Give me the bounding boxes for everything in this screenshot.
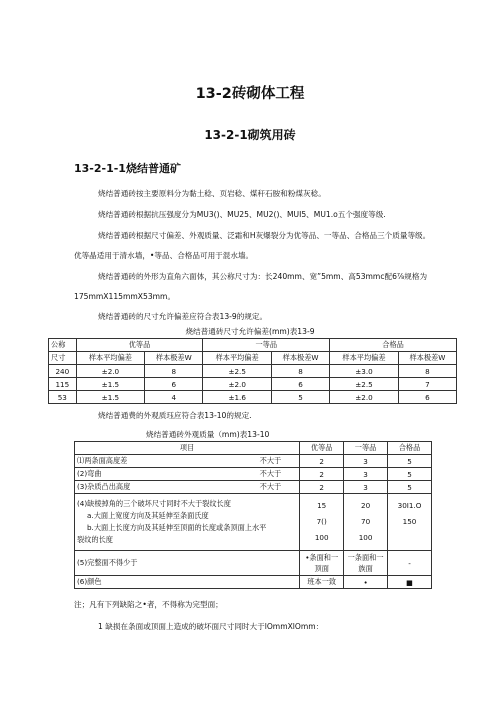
note-intro: 注；凡有下列缺陷之•者，不得称为完型面； [74, 600, 223, 609]
subheader: 样本平均偏差 [203, 352, 272, 365]
table-cell: ±2.0 [330, 391, 399, 404]
table-cell: 6 [145, 378, 203, 391]
table-cell: • [344, 576, 388, 589]
table2-caption: 烧结普通砖外观质量（mm)表13-10 [146, 430, 270, 439]
table-cell: ■ [388, 576, 432, 589]
item-sublabel: a.大面上宽度方向及其延伸至条面氏度 [87, 511, 209, 520]
item-label: (4)缺棱掉角的三个破坏尺寸同时不大于裂纹长度 [77, 499, 231, 508]
table-cell: 6 [271, 378, 329, 391]
note-item-1: 1 缺损在条面或顶面上造成的破坏面尺寸同时大于lOmmXlOmm： [98, 622, 324, 631]
paragraph-quality-grades: 烧结普通砖根据尺寸偏差、外观质量、泛霜和H灰爆裂分为优等品、一等品、合格品三个质量等级。 [98, 231, 431, 240]
section-title: 13-2砖砌体工程 [195, 86, 305, 102]
table-cell: 7 [398, 378, 456, 391]
table-cell: 2 [300, 455, 344, 468]
table-cell: 8 [398, 365, 456, 378]
table-cell: 3 [344, 468, 388, 481]
table-cell: 150 [402, 517, 417, 526]
table-cell: ±3.0 [330, 365, 399, 378]
table-row [49, 378, 457, 391]
paragraph-table-ref: 烧结普通砖的尺寸允许偏差应符合表13-9的规定。 [98, 312, 268, 321]
table-cell: ±2.5 [330, 378, 399, 391]
item-label: (6)颜色 [75, 576, 300, 589]
paragraph-dimensions: 烧结普通砖的外形为直角六面体，其公称尺寸为：长240mm、宽”5mm、高53mmc配6⅞规格为 [98, 272, 428, 281]
table-row [75, 494, 432, 551]
item-label: (3)杂质凸出高度 [77, 482, 131, 491]
table-cell: 4 [145, 391, 203, 404]
table-cell: 8 [145, 365, 203, 378]
table-cell: 3 [344, 455, 388, 468]
table-cell: 2 [300, 468, 344, 481]
table-cell: ±1.5 [76, 391, 145, 404]
table-cell: 15 [317, 501, 327, 510]
table-cell: ±2.5 [203, 365, 272, 378]
table-row [75, 551, 432, 576]
item-label: (5)完整面不得少于 [75, 551, 300, 576]
column-header: 项目 [75, 442, 300, 455]
table-row [75, 455, 432, 468]
item-sublabel: b.大面上长度方向及其延伸至顶面的长度或条顶面上水平 [87, 523, 267, 532]
appearance-quality-table [74, 441, 432, 589]
table-row [49, 391, 457, 404]
column-header: 一等品 [344, 442, 388, 455]
table-cell: 5 [388, 455, 432, 468]
table-cell: 5 [271, 391, 329, 404]
table-cell: 100 [314, 533, 329, 542]
table-cell: 班本一致 [300, 576, 344, 589]
item-label: ⑴两条面高度差 [77, 456, 128, 465]
subheader: 样本极差W [398, 352, 456, 365]
table1-caption: 烧结普通砖尺寸允许偏差(mm)表13-9 [185, 327, 315, 336]
subsection-title: 13-2-1砌筑用砖 [204, 128, 296, 142]
limit-label: 不大于 [259, 456, 282, 465]
column-header: 优等品 [300, 442, 344, 455]
table-cell: 2 [300, 481, 344, 494]
table-cell: 20 [361, 501, 371, 510]
corner-label-bottom: 尺寸 [49, 352, 77, 365]
table-cell: 一条面和一族面 [344, 551, 388, 576]
table-cell: 3 [344, 481, 388, 494]
paragraph-strength-grades: 烧结普通砖根据抗压强度分为MU3()、MU25、MU2()、MUI5、MU1.o五个强度等级. [98, 210, 386, 219]
table-cell: 53 [49, 391, 77, 404]
table-cell: 70 [361, 517, 371, 526]
corner-label-top: 公称 [49, 339, 77, 352]
paragraph-dimensions-cont: 175mmX115mmX53mm。 [74, 292, 176, 301]
table-cell: ±2.0 [203, 378, 272, 391]
table-cell: •条面和一顶面 [300, 551, 344, 576]
table-cell: 6 [398, 391, 456, 404]
table-cell: ±1.6 [203, 391, 272, 404]
table-cell: 7() [316, 517, 327, 526]
size-deviation-table [48, 338, 457, 404]
paragraph-usage: 优等晶适用于清水墙，•等品、合格品可用于混水墙。 [74, 251, 254, 260]
table-cell: - [388, 551, 432, 576]
limit-label: 不大于 [259, 469, 282, 478]
subheader: 样本平均偏差 [76, 352, 145, 365]
subheader: 样本平均偏差 [330, 352, 399, 365]
column-header: 合格品 [388, 442, 432, 455]
table-cell: 115 [49, 378, 77, 391]
table-cell: 240 [49, 365, 77, 378]
group-header: 优等品 [76, 339, 203, 352]
limit-label: 不大于 [259, 482, 282, 491]
group-header: 合格品 [330, 339, 457, 352]
subsubsection-title: 13-2-1-1烧结普通矿 [74, 162, 181, 175]
table-cell: 5 [388, 468, 432, 481]
table-cell: ±1.5 [76, 378, 145, 391]
paragraph-raw-materials: 烧结普通砖按主要原料分为黏土稔、页岩稔、煤秆石胺和粉煤灰稔。 [98, 189, 326, 198]
subheader: 样本极差W [145, 352, 203, 365]
subheader: 样本极差W [271, 352, 329, 365]
table-row [75, 468, 432, 481]
table-cell: 100 [358, 533, 373, 542]
table-cell: 30I1.O [397, 501, 422, 510]
table-row [75, 481, 432, 494]
table-cell: 5 [388, 481, 432, 494]
item-label: (2)弯曲 [77, 469, 102, 478]
table-row [49, 365, 457, 378]
item-sublabel: 裂纹的长度 [77, 535, 113, 544]
table-cell: ±2.0 [76, 365, 145, 378]
group-header: 一等品 [203, 339, 330, 352]
table-row [75, 576, 432, 589]
table-cell: 8 [271, 365, 329, 378]
paragraph-table2-ref: 烧结普通费的外观质珏应符合表13-10的规定. [98, 411, 252, 420]
